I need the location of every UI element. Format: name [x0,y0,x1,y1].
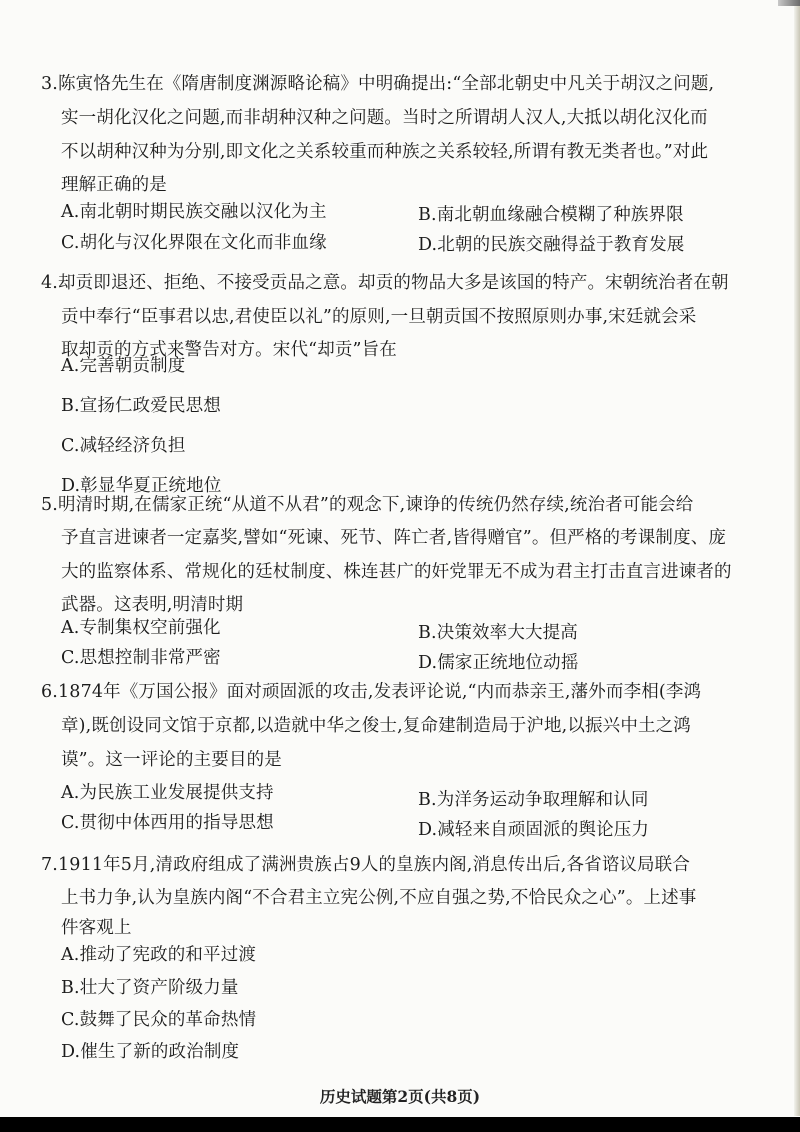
option-a: A.完善朝贡制度 [61,356,186,376]
page-edge-shadow [794,6,800,1116]
question-stem-line: 4.却贡即退还、拒绝、不接受贡品之意。却贡的物品大多是该国的特产。宋朝统治者在朝 [41,273,729,293]
option-d: D.儒家正统地位动摇 [418,653,579,673]
question-stem-line: 贡中奉行“臣事君以忠,君使臣以礼”的原则,一旦朝贡国不按照原则办事,宋廷就会采 [61,307,697,327]
question-stem-line: 上书力争,认为皇族内阁“不合君主立宪公例,不应自强之势,不恰民众之心”。上述事 [61,888,697,908]
option-d: D.彰显华夏正统地位 [61,476,222,496]
option-b: B.宣扬仁政爱民思想 [61,396,221,416]
question-stem-line: 理解正确的是 [61,175,167,195]
question-stem-line: 章),既创设同文馆于京都,以造就中华之俊士,复命建制造局于沪地,以振兴中土之鸿 [61,716,691,736]
option-b: B.南北朝血缘融合模糊了种族界限 [418,205,684,225]
option-d: D.北朝的民族交融得益于教育发展 [418,235,685,255]
option-b: B.为洋务运动争取理解和认同 [418,790,649,810]
question-stem-line: 5.明清时期,在儒家正统“从道不从君”的观念下,谏诤的传统仍然存续,统治者可能会给 [41,495,694,515]
option-a: A.南北朝时期民族交融以汉化为主 [61,202,327,222]
question-stem-line: 予直言进谏者一定嘉奖,譬如“死谏、死节、阵亡者,皆得赠官”。但严格的考课制度、庞 [61,528,727,548]
option-b: B.壮大了资产阶级力量 [61,978,239,998]
question-stem-line: 实一胡化汉化之问题,而非胡种汉种之问题。当时之所谓胡人汉人,大抵以胡化汉化而 [61,108,708,128]
question-stem-line: 不以胡种汉种为分别,即文化之关系较重而种族之关系较轻,所谓有教无类者也。”对此 [61,142,709,162]
option-c: C.思想控制非常严密 [61,648,221,668]
scan-bottom-border [0,1117,800,1132]
option-b: B.决策效率大大提高 [418,623,578,643]
question-stem-line: 7.1911年5月,清政府组成了满洲贵族占9人的皇族内阁,消息传出后,各省谘议局联合 [41,855,690,875]
question-stem-line: 大的监察体系、常规化的廷杖制度、株连甚广的奸党罪无不成为君主打击直言进谏者的 [61,562,732,582]
option-a: A.为民族工业发展提供支持 [61,783,274,803]
question-stem-line: 6.1874年《万国公报》面对顽固派的攻击,发表评论说,“内而恭亲王,藩外而李相(李鸿 [41,682,702,702]
question-stem-line: 取却贡的方式来警告对方。宋代“却贡”旨在 [61,340,397,360]
option-c: C.减轻经济负担 [61,436,186,456]
option-d: D.催生了新的政治制度 [61,1042,240,1062]
option-c: C.贯彻中体西用的指导思想 [61,813,274,833]
option-c: C.鼓舞了民众的革命热情 [61,1010,257,1030]
page-footer: 历史试题第2页(共8页) [319,1087,481,1106]
option-a: A.推动了宪政的和平过渡 [61,945,256,965]
question-stem-line: 件客观上 [61,918,132,938]
question-stem-line: 3.陈寅恪先生在《隋唐制度渊源略论稿》中明确提出:“全部北朝史中凡关于胡汉之问题, [41,74,715,94]
question-stem-line: 谟”。这一评论的主要目的是 [61,750,282,770]
option-a: A.专制集权空前强化 [61,618,221,638]
option-c: C.胡化与汉化界限在文化而非血缘 [61,233,327,253]
option-d: D.减轻来自顽固派的舆论压力 [418,820,650,840]
question-stem-line: 武器。这表明,明清时期 [61,595,244,615]
